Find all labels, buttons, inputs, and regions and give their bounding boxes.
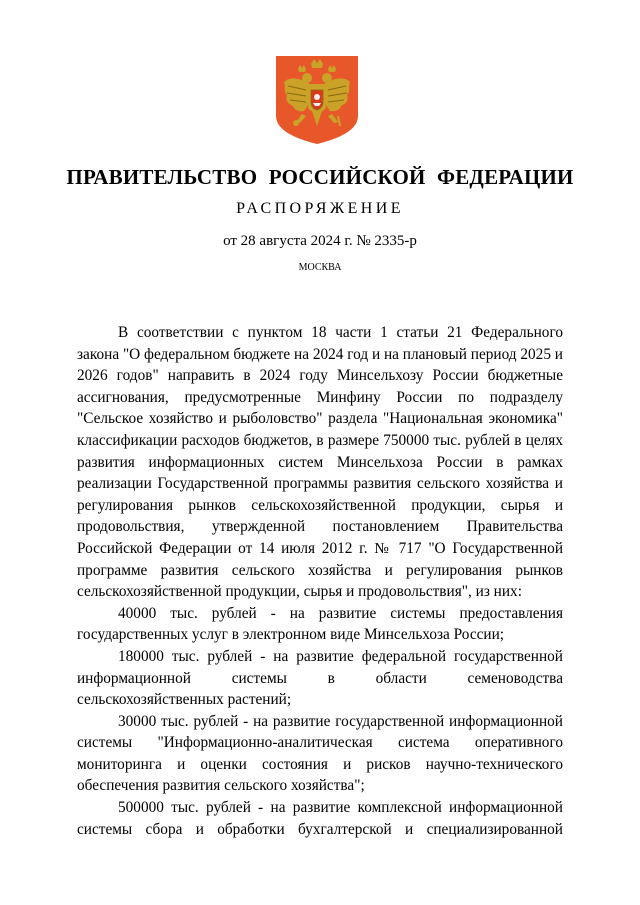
government-title: ПРАВИТЕЛЬСТВО РОССИЙСКОЙ ФЕДЕРАЦИИ [66, 165, 574, 189]
body-paragraph: 500000 тыс. рублей - на развитие комплексной информационной системы сбора и обработки бухгалтерской и специализированной [77, 799, 563, 838]
body-paragraph: 40000 тыс. рублей - на развитие системы предоставления государственных услуг в электронном виде Минсельхоза России; [77, 604, 563, 644]
body-paragraph: 30000 тыс. рублей - на развитие государственной информационной системы "Информационно-аналитическая система оперативного мониторинга и оценки состояния и рисков научно-технического обеспечения развития сельского хозяйства"; [77, 712, 563, 795]
document-type: РАСПОРЯЖЕНИЕ [236, 200, 404, 217]
coat-of-arms-icon [276, 56, 358, 144]
document-date-number: от 28 августа 2024 г. № 2335-р [223, 233, 417, 249]
document-body [77, 322, 563, 840]
body-paragraph: В соответствии с пунктом 18 части 1 статьи 21 Федерального закона "О федеральном бюджете на 2024 год и на плановый период 2025 и 2026 годов" направить в 2024 году Минсельхозу России бюджетные ассигнования, предусмотренные Минфину России по подразделу "Сельское хозяйство и рыболовство" раздела "Национальная экономика" классификации расходов бюджетов, в размере 750000 тыс. рублей в целях развития информационных систем Минсельхоза России в рамках реализации Государственной программы развития сельского хозяйства и регулирования рынков сельскохозяйственной продукции, сырья и продовольствия, утвержденной постановлением Правительства Российской Федерации от 14 июля 2012 г. № 717 "О Государственной программе развития сельского хозяйства и регулирования рынков сельскохозяйственной продукции, сырья и продовольствия", из них: [77, 324, 563, 601]
body-paragraph: 180000 тыс. рублей - на развитие федеральной государственной информационной системы в области семеноводства сельскохозяйственных растений; [77, 647, 563, 709]
document-city: МОСКВА [298, 262, 342, 273]
